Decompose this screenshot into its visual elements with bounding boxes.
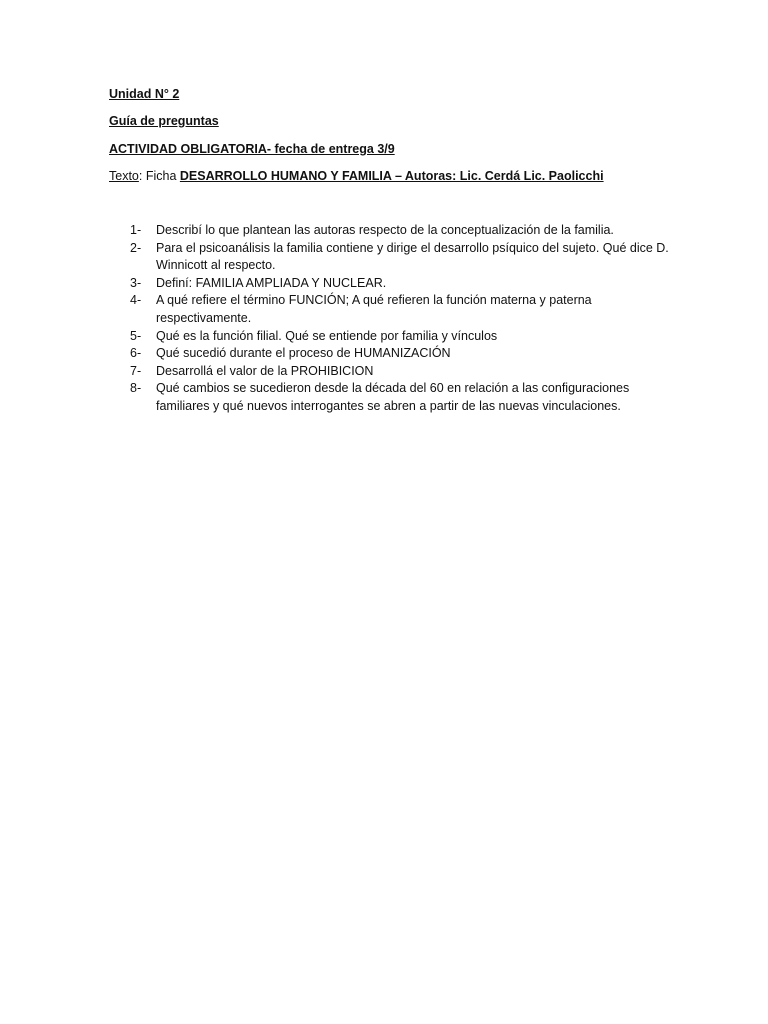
text-reference-label: Texto xyxy=(109,169,139,183)
question-number: 7- xyxy=(130,363,142,378)
guide-heading: Guía de preguntas xyxy=(109,114,219,128)
question-number: 2- xyxy=(130,240,142,255)
text-reference-separator: : Ficha xyxy=(138,169,180,183)
question-item xyxy=(130,292,670,327)
activity-heading: ACTIVIDAD OBLIGATORIA- fecha de entrega 3/9 xyxy=(109,142,395,156)
question-item xyxy=(130,328,670,346)
question-item xyxy=(130,345,670,363)
question-number: 1- xyxy=(130,223,142,237)
question-number: 4- xyxy=(130,293,142,308)
question-text: Qué sucedió durante el proceso de HUMANIZACIÓN xyxy=(156,346,451,361)
question-text: Definí: FAMILIA AMPLIADA Y NUCLEAR. xyxy=(156,275,387,290)
question-text: Para el psicoanálisis la familia contiene y dirige el desarrollo psíquico del sujeto. Qué dice D. Winnicott al respecto. xyxy=(156,240,669,273)
question-number: 5- xyxy=(130,328,142,343)
question-item xyxy=(130,275,670,293)
question-item xyxy=(130,222,670,240)
text-reference xyxy=(109,168,604,186)
question-item xyxy=(130,380,670,415)
question-number: 8- xyxy=(130,381,142,396)
question-number: 3- xyxy=(130,275,142,290)
question-item xyxy=(130,240,670,275)
question-text: Describí lo que plantean las autoras respecto de la conceptualización de la familia. xyxy=(156,223,614,237)
question-item xyxy=(130,363,670,381)
question-list xyxy=(130,222,670,416)
question-text: A qué refiere el término FUNCIÓN; A qué refieren la función materna y paterna respectivamente. xyxy=(156,293,592,325)
text-reference-title: DESARROLLO HUMANO Y FAMILIA – Autoras: Lic. Cerdá Lic. Paolicchi xyxy=(179,169,604,183)
question-text: Qué es la función filial. Qué se entiende por familia y vínculos xyxy=(156,328,498,343)
unit-heading: Unidad N° 2 xyxy=(109,87,180,101)
question-text: Qué cambios se sucedieron desde la década del 60 en relación a las configuraciones familiares y qué nuevos interrogantes se abren a partir de las nuevas vinculaciones. xyxy=(156,381,630,413)
question-text: Desarrollá el valor de la PROHIBICION xyxy=(156,363,374,378)
question-number: 6- xyxy=(130,346,142,361)
